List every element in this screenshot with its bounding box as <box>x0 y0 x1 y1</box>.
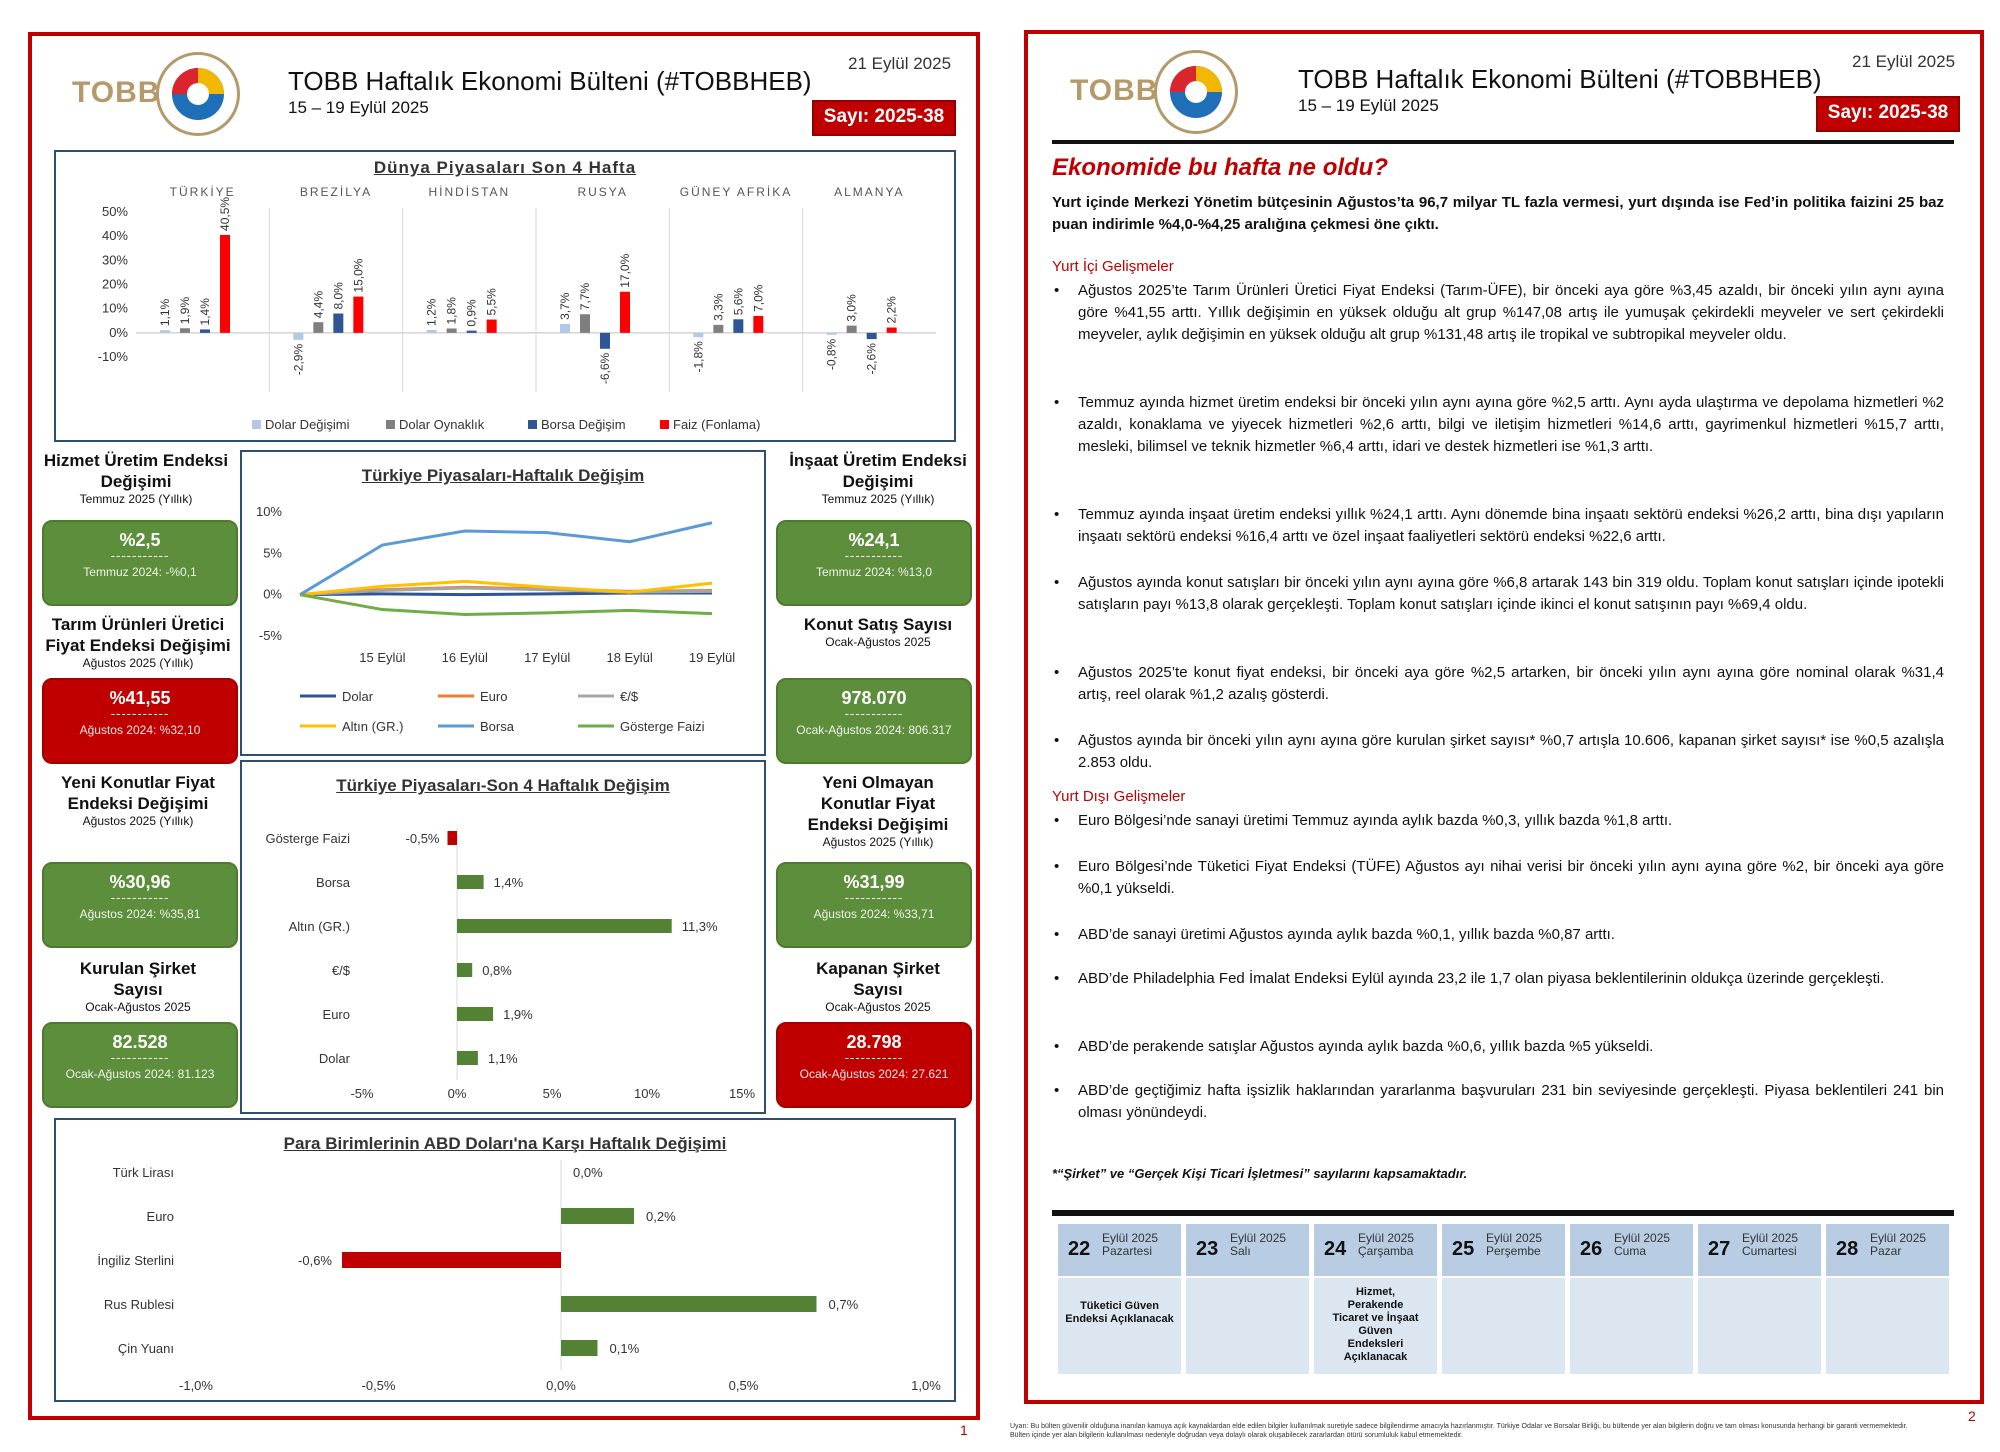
y-tick-label: 50% <box>101 204 128 219</box>
bar-dolar-oynakl-k <box>180 328 190 333</box>
kpi-construction-prev: Temmuz 2024: %13,0 <box>815 565 933 579</box>
x-tick-label: 16 Eylül <box>441 650 488 665</box>
data-label: 15,0% <box>351 258 366 293</box>
bar-g-sterge-faizi <box>448 831 458 845</box>
country-label: ALMANYA <box>834 185 905 199</box>
domestic-item: • Ağustos ayında konut satışları bir önceki yılın aynı ayına göre %6,8 artarak 143 bin 319 oldu. Toplam konut satışları içinde ipotekli satışların payı %13,8 olarak gerçekleşti. Toplam konut satışları içinde ikinci el konut satışının payı %69,4 oldu. <box>1054 574 1944 613</box>
kpi-newhouse-box: %30,96 ----------- Ağustos 2024: %35,81 <box>42 862 238 948</box>
x-tick-label: 5% <box>542 1086 562 1101</box>
four-week-chart <box>242 762 764 1112</box>
data-label: 40,5% <box>218 196 232 231</box>
bar-faiz-fonlama- <box>487 320 497 333</box>
data-label: 3,3% <box>711 293 726 321</box>
domestic-item: • Temmuz ayında hizmet üretim endeksi bir önceki yılın aynı ayına göre %2,5 arttı. Aynı ayda ulaştırma ve depolama hizmetleri %2 azaldı, konaklama ve yiyecek hizmetleri %2,6 arttı, bilgi ve iletişim hizmetleri %14,6 arttı, gayrimenkul hizmetleri %15,7 arttı, mesleki, bilimsel ve teknik hizmetler %6,4 arttı, idari ve destek hizmetleri ise %1,3 arttı. <box>1054 394 1944 455</box>
legend-label: Dolar <box>342 689 374 704</box>
data-label: 1,8% <box>444 297 459 325</box>
bulletin-period: 15 – 19 Eylül 2025 <box>288 98 429 117</box>
bar-borsa-de-i-im <box>867 333 877 339</box>
kpi-housesales-value: 978.070 <box>841 688 907 708</box>
kpi-closed-box: 28.798 ----------- Ocak-Ağustos 2024: 27.621 <box>776 1022 972 1108</box>
bar-dolar-de-i-imi <box>560 324 570 333</box>
legend-swatch <box>660 420 669 429</box>
foreign-item: • ABD’de perakende satışlar Ağustos ayında aylık bazda %0,6, yıllık bazda %5 yükseldi. <box>1054 1038 1654 1055</box>
bar-alt-n-gr- <box>457 919 672 933</box>
bar-dolar-de-i-imi <box>160 330 170 333</box>
kpi-services-prev: Temmuz 2024: -%0,1 <box>83 565 197 579</box>
bar-faiz-fonlama- <box>753 316 763 333</box>
x-tick-label: 1,0% <box>911 1378 941 1393</box>
data-label: 1,1% <box>487 1051 518 1066</box>
y-tick-label: -10% <box>97 349 128 364</box>
calendar-day: 26 Eylül 2025 Cuma <box>1570 1224 1693 1374</box>
data-label: 1,2% <box>424 298 439 326</box>
data-label: 1,4% <box>198 298 212 326</box>
data-label: 8,0% <box>331 282 346 310</box>
weekly-line-chart <box>242 452 764 754</box>
calendar-event: Hizmet, Perakende Ticaret ve İnşaat Güven Endeksleri Açıklanacak <box>1314 1278 1437 1374</box>
legend-label: Dolar Oynaklık <box>399 417 485 432</box>
data-label: 7,7% <box>578 282 592 311</box>
kpi-closed-title: Kapanan Şirket Sayısı Ocak-Ağustos 2025 <box>816 959 940 1014</box>
bar-dolar-de-i-imi <box>427 330 437 333</box>
bar-dolar <box>457 1051 478 1065</box>
legend-label: Gösterge Faizi <box>620 719 705 734</box>
y-tick-label: 20% <box>101 276 128 292</box>
currency-panel <box>54 1118 956 1402</box>
data-label: 1,1% <box>158 298 172 327</box>
data-label: 1,4% <box>493 875 524 890</box>
y-tick-label: 0% <box>109 324 128 340</box>
bulletin-date-2: 21 Eylül 2025 <box>1852 52 1956 71</box>
y-tick-label: 10% <box>255 504 282 519</box>
weekly-line-title: Türkiye Piyasaları-Haftalık Değişim <box>361 466 645 485</box>
category-label: €/$ <box>331 963 350 978</box>
kpi-founded-box: 82.528 ----------- Ocak-Ağustos 2024: 81.123 <box>42 1022 238 1108</box>
bulletin-title: TOBB Haftalık Ekonomi Bülteni (#TOBBHEB) <box>288 66 812 96</box>
bar-i-ngiliz-sterlini <box>342 1252 561 1268</box>
bar-euro <box>457 1007 493 1021</box>
bar-faiz-fonlama- <box>220 235 230 333</box>
kpi-housesales-box: 978.070 ----------- Ocak-Ağustos 2024: 806.317 <box>776 678 972 764</box>
bar--in-yuan- <box>561 1340 598 1356</box>
category-label: Rus Rublesi <box>103 1297 174 1312</box>
header-rule <box>1052 140 1954 144</box>
bulletin-page-1 <box>28 32 980 1420</box>
kpi-construction-value: %24,1 <box>848 530 900 550</box>
data-label: 17,0% <box>618 253 632 288</box>
category-label: Altın (GR.) <box>288 919 350 934</box>
line-g-sterge-faizi <box>300 595 712 615</box>
bulletin-period-2: 15 – 19 Eylül 2025 <box>1298 96 1439 115</box>
bar-dolar-de-i-imi <box>293 333 303 340</box>
data-label: 5,5% <box>484 288 499 316</box>
kpi-newhouse-value: %30,96 <box>109 872 171 892</box>
bar-dolar-oynakl-k <box>313 322 323 333</box>
domestic-item: • Ağustos 2025’te Tarım Ürünleri Üretici Fiyat Endeksi (Tarım-ÜFE), bir önceki aya göre %3,45 azaldı, bir önceki yılın aynı ayına göre %41,55 arttı. Yıllık değişimin en yüksek olduğu alt grup %147,08 artış ile yumuşak çekirdekli meyveler ve sert çekirdekli meyveler, aylık değişimin en yüksek olduğu alt grup %131,48 artış ile tropikal ve subtropikal meyveler oldu. <box>1054 282 1944 343</box>
data-label: -0,8% <box>824 338 839 371</box>
kpi-services-title: Hizmet Üretim Endeksi Değişimi Temmuz 2025 (Yıllık) <box>43 451 229 506</box>
x-tick-label: 0% <box>447 1086 467 1101</box>
x-tick-label: -5% <box>350 1086 374 1101</box>
bar-borsa-de-i-im <box>600 333 610 349</box>
bar-borsa-de-i-im <box>733 319 743 333</box>
bulletin-title-2: TOBB Haftalık Ekonomi Bülteni (#TOBBHEB) <box>1298 64 1822 94</box>
disclaimer: Uyarı: Bu bülten güvenilir olduğuna inanılan kamuya açık kaynaklardan elde edilen bilgiler kullanılmak suretiyle sadece bilgilendirme amacıyla hazırlanmıştır. Türkiye Odalar ve Borsalar Birliği, bu bültende yer alan bilgilerin doğru ve tam olması konusunda herhangi bir garanti vermemektedir. Bülten içinde yer alan bilgilerin kullanılması nedeniyle doğrudan veya dolaylı olarak oluşabilecek zararlardan ötürü sorumluluk kabul etmemektedir. <box>1010 1423 1908 1439</box>
kpi-oldhouse-prev: Ağustos 2024: %33,71 <box>813 907 935 921</box>
kpi-construction-title: İnşaat Üretim Endeksi Değişimi Temmuz 2025 (Yıllık) <box>789 451 967 506</box>
category-label: Dolar <box>318 1051 350 1066</box>
world-markets-chart <box>56 152 954 440</box>
kpi-oldhouse-value: %31,99 <box>843 872 905 892</box>
bar-faiz-fonlama- <box>353 297 363 333</box>
category-label: İngiliz Sterlini <box>97 1253 174 1268</box>
calendar-day: 28 Eylül 2025 Pazar <box>1826 1224 1949 1374</box>
category-label: Euro <box>322 1007 350 1022</box>
data-label: 0,2% <box>646 1209 676 1224</box>
bulletin-page-2 <box>1024 30 1984 1404</box>
data-label: -2,6% <box>864 343 879 375</box>
y-tick-label: 40% <box>101 228 128 244</box>
foreign-item: • Euro Bölgesi’nde sanayi üretimi Temmuz ayında aylık bazda %0,3, yıllık bazda %1,8 arttı. <box>1054 812 1673 829</box>
foreign-heading: Yurt Dışı Gelişmeler <box>1052 788 1186 805</box>
issue-badge-2: Sayı: 2025-38 <box>1816 96 1960 132</box>
bar-dolar-oynakl-k <box>713 325 723 333</box>
tobb-seal-icon <box>156 52 240 136</box>
tobb-logo-text: TOBB <box>72 76 161 109</box>
bar-euro <box>561 1208 634 1224</box>
domestic-item: • Ağustos 2025’te konut fiyat endeksi, bir önceki aya göre %2,5 artarken, bir önceki yılın aynı ayına göre nominal olarak %31,4 artış, reel olarak %1,2 azalış gösterdi. <box>1054 664 1944 703</box>
data-label: 0,7% <box>828 1297 859 1312</box>
world-markets-title: Dünya Piyasaları Son 4 Hafta <box>373 158 637 177</box>
kpi-newhouse-title: Yeni Konutlar Fiyat Endeksi Değişimi Ağustos 2025 (Yıllık) <box>61 773 215 828</box>
bar-dolar-oynakl-k <box>580 314 590 333</box>
category-label: Gösterge Faizi <box>265 831 350 846</box>
kpi-founded-value: 82.528 <box>112 1032 168 1052</box>
data-label: 0,8% <box>482 963 512 978</box>
data-label: 5,6% <box>731 287 746 316</box>
legend-label: €/$ <box>620 689 639 704</box>
country-label: HİNDİSTAN <box>428 185 511 199</box>
x-tick-label: 10% <box>633 1086 661 1101</box>
kpi-services-value: %2,5 <box>119 530 161 550</box>
calendar-rule <box>1052 1210 1954 1216</box>
data-label: -0,5% <box>405 831 440 846</box>
kpi-agri-value: %41,55 <box>109 688 171 708</box>
legend-label: Borsa <box>480 719 514 734</box>
legend-label: Borsa Değişim <box>541 417 626 432</box>
data-label: 3,7% <box>558 292 572 320</box>
data-label: 0,0% <box>573 1165 603 1180</box>
bar-dolar-oynakl-k <box>847 326 857 333</box>
kpi-founded-title: Kurulan Şirket Sayısı Ocak-Ağustos 2025 <box>79 959 197 1014</box>
domestic-item: • Temmuz ayında inşaat üretim endeksi yıllık %24,1 arttı. Aynı dönemde bina inşaatı sektörü endeksi %26,2 arttı, bina dışı yapıların inşaatı sektörü endeksi %16,4 arttı ve özel inşaat faaliyetleri sektörü endeksi %22,6 arttı. <box>1054 506 1944 545</box>
calendar-day: 22 Eylül 2025 Pazartesi Tüketici Güven Endeksi Açıklanacak <box>1058 1224 1181 1374</box>
data-label: 2,2% <box>884 296 899 324</box>
legend-label: Dolar Değişimi <box>265 417 350 432</box>
country-label: GÜNEY AFRİKA <box>679 185 793 199</box>
weekly-line-panel <box>240 450 766 756</box>
data-label: 7,0% <box>751 284 766 312</box>
four-week-title: Türkiye Piyasaları-Son 4 Haftalık Değişim <box>336 776 670 795</box>
bar-dolar-de-i-imi <box>693 333 703 337</box>
kpi-agri-box: %41,55 ----------- Ağustos 2024: %32,10 <box>42 678 238 764</box>
calendar-day: 25 Eylül 2025 Perşembe <box>1442 1224 1565 1374</box>
x-tick-label: 18 Eylül <box>606 650 653 665</box>
x-tick-label: 15 Eylül <box>359 650 406 665</box>
category-label: Borsa <box>316 875 350 890</box>
kpi-oldhouse-title: Yeni Olmayan Konutlar Fiyat Endeksi Değişimi Ağustos 2025 (Yıllık) <box>807 773 949 849</box>
y-tick-label: 30% <box>101 252 128 268</box>
page-number-2: 2 <box>1968 1408 1976 1424</box>
calendar-day: 23 Eylül 2025 Salı <box>1186 1224 1309 1374</box>
bar-borsa-de-i-im <box>200 329 210 332</box>
legend-label: Faiz (Fonlama) <box>673 417 761 432</box>
x-tick-label: 0,0% <box>546 1378 576 1393</box>
legend-swatch <box>252 420 261 429</box>
kpi-closed-value: 28.798 <box>846 1032 902 1052</box>
x-tick-label: 17 Eylül <box>524 650 571 665</box>
category-label: Euro <box>146 1209 174 1224</box>
x-tick-label: -0,5% <box>361 1378 396 1393</box>
four-week-panel <box>240 760 766 1114</box>
bar-borsa <box>457 875 484 889</box>
page2-heading: Ekonomide bu hafta ne oldu? <box>1052 154 1388 181</box>
data-label: -1,8% <box>691 341 706 373</box>
page-number-1: 1 <box>960 1422 968 1438</box>
y-tick-label: 5% <box>263 545 282 561</box>
bar-faiz-fonlama- <box>887 328 897 333</box>
bar-dolar-oynakl-k <box>447 328 457 332</box>
legend-swatch <box>528 420 537 429</box>
bar-- <box>457 963 472 977</box>
domestic-heading: Yurt İçi Gelişmeler <box>1052 258 1174 275</box>
calendar-day: 27 Eylül 2025 Cumartesi <box>1698 1224 1821 1374</box>
bar-dolar-de-i-imi <box>827 333 837 335</box>
currency-chart <box>56 1120 954 1400</box>
data-label: 4,4% <box>311 290 326 319</box>
x-tick-label: 0,5% <box>728 1378 759 1393</box>
y-tick-label: 0% <box>263 586 282 602</box>
x-tick-label: 19 Eylül <box>688 650 736 665</box>
currency-title: Para Birimlerinin ABD Doları'na Karşı Haftalık Değişimi <box>283 1134 727 1153</box>
calendar-event: Tüketici Güven Endeksi Açıklanacak <box>1058 1278 1181 1374</box>
data-label: 1,9% <box>178 296 192 325</box>
kpi-agri-prev: Ağustos 2024: %32,10 <box>79 723 201 737</box>
category-label: Çin Yuanı <box>117 1341 174 1356</box>
legend-label: Altın (GR.) <box>342 719 404 734</box>
data-label: -0,6% <box>298 1253 332 1268</box>
domestic-item: • Ağustos ayında bir önceki yılın aynı ayına göre kurulan şirket sayısı* %0,7 artışla 10.606, kapanan şirket sayısı* ise %0,5 azalışla 2.853 oldu. <box>1054 732 1944 771</box>
data-label: 3,0% <box>844 294 859 322</box>
foreign-item: • Euro Bölgesi’nde Tüketici Fiyat Endeksi (TÜFE) Ağustos ayı nihai verisi bir önceki yılın aynı ayına göre %2, bir önceki aya göre %0,1 yükseldi. <box>1054 858 1944 897</box>
bar-rus-rublesi <box>561 1296 817 1312</box>
country-label: TÜRKİYE <box>169 185 236 199</box>
kpi-agri-title: Tarım Ürünleri Üretici Fiyat Endeksi Değişimi Ağustos 2025 (Yıllık) <box>45 615 231 670</box>
bulletin-date: 21 Eylül 2025 <box>848 54 952 73</box>
bar-borsa-de-i-im <box>467 331 477 333</box>
kpi-founded-prev: Ocak-Ağustos 2024: 81.123 <box>65 1067 215 1081</box>
issue-badge: Sayı: 2025-38 <box>812 100 956 136</box>
calendar-day: 24 Eylül 2025 Çarşamba Hizmet, Perakende Ticaret ve İnşaat Güven Endeksleri Açıklanacak <box>1314 1224 1437 1374</box>
category-label: Türk Lirası <box>112 1165 174 1180</box>
data-label: -6,6% <box>598 352 612 385</box>
world-markets-panel <box>54 150 956 442</box>
bar-faiz-fonlama- <box>620 292 630 333</box>
kpi-oldhouse-box: %31,99 ----------- Ağustos 2024: %33,71 <box>776 862 972 948</box>
legend-swatch <box>386 420 395 429</box>
x-tick-label: 15% <box>728 1086 756 1101</box>
kpi-housesales-title: Konut Satış Sayısı Ocak-Ağustos 2025 <box>803 615 953 649</box>
footnote: *“Şirket” ve “Gerçek Kişi Ticari İşletmesi” sayılarını kapsamaktadır. <box>1052 1166 1468 1181</box>
kpi-housesales-prev: Ocak-Ağustos 2024: 806.317 <box>796 723 952 737</box>
data-label: -2,9% <box>291 343 306 376</box>
foreign-item: • ABD’de geçtiğimiz hafta işsizlik haklarından yararlanma başvuruları 231 bin seviyesinde gerçekleşti. Piyasa beklentileri 241 bin olması yönündeydi. <box>1054 1082 1944 1121</box>
kpi-construction-box: %24,1 ----------- Temmuz 2024: %13,0 <box>776 520 972 606</box>
data-label: 1,9% <box>503 1007 533 1022</box>
kpi-closed-prev: Ocak-Ağustos 2024: 27.621 <box>799 1067 949 1081</box>
data-label: 0,9% <box>464 299 479 327</box>
foreign-item: • ABD’de Philadelphia Fed İmalat Endeksi Eylül ayında 23,2 ile 1,7 olan piyasa beklentilerinin oldukça üzerinde gerçekleşti. <box>1054 970 1885 987</box>
kpi-newhouse-prev: Ağustos 2024: %35,81 <box>79 907 201 921</box>
tobb-logo-text-2: TOBB <box>1070 74 1159 107</box>
y-tick-label: -5% <box>258 628 282 643</box>
country-label: RUSYA <box>577 185 628 199</box>
y-tick-label: 10% <box>101 300 128 316</box>
foreign-item: • ABD’de sanayi üretimi Ağustos ayında aylık bazda %0,1, yıllık bazda %0,87 arttı. <box>1054 926 1615 943</box>
legend-label: Euro <box>480 689 508 704</box>
data-label: 11,3% <box>681 919 718 934</box>
x-tick-label: -1,0% <box>179 1378 213 1393</box>
page2-intro: Yurt içinde Merkezi Yönetim bütçesinin Ağustos’ta 96,7 milyar TL fazla vermesi, yurt dışında ise Fed’in politika faizini 25 baz puan indirimle %4,0-%4,25 aralığına çekmesi öne çıktı. <box>1052 194 1944 233</box>
data-label: 0,1% <box>609 1341 640 1356</box>
bar-borsa-de-i-im <box>333 314 343 333</box>
kpi-services-box: %2,5 ----------- Temmuz 2024: -%0,1 <box>42 520 238 606</box>
tobb-seal-icon-2 <box>1154 50 1238 134</box>
weekly-calendar <box>1058 1224 1948 1374</box>
country-label: BREZİLYA <box>299 185 373 199</box>
